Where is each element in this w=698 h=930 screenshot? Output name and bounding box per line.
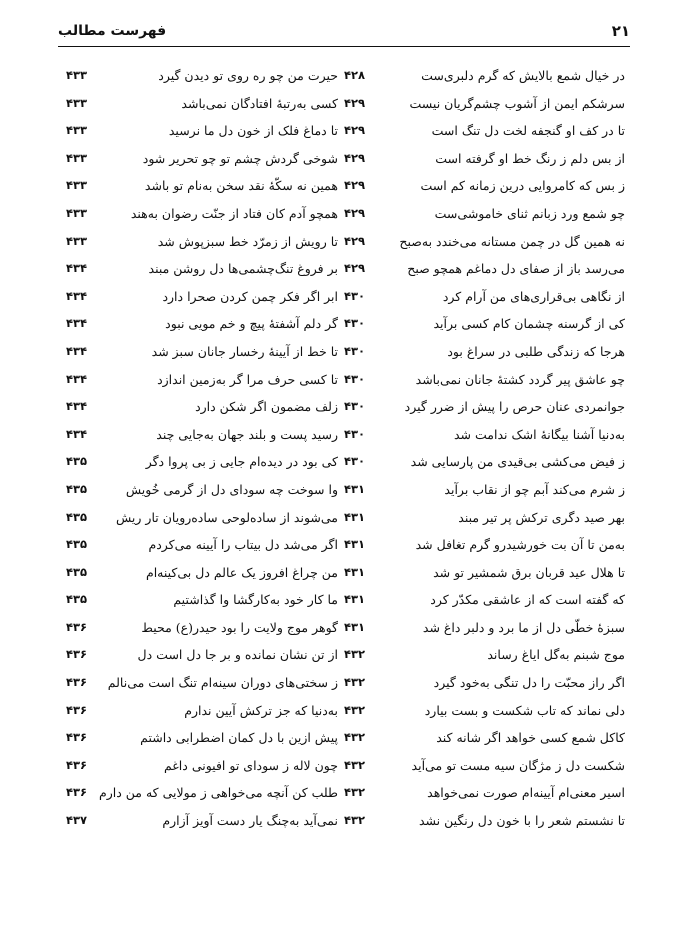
toc-entry-page: ۴۲۹ <box>344 95 366 110</box>
toc-entry-title: وا سوخت چه سودای دل از گرمی خُویش <box>125 481 338 497</box>
toc-entry-page: ۴۳۶ <box>66 675 88 690</box>
toc-entry-title: به‌من تا آن بت خورشیدرو گرم تغافل شد <box>415 537 625 553</box>
toc-row <box>0 283 698 311</box>
toc-entry-title: بهر صید دگری ترکش پر تیر مبند <box>458 509 625 525</box>
toc-row <box>0 393 698 421</box>
toc-entry-page: ۴۳۰ <box>344 343 366 358</box>
toc-entry-page: ۴۳۰ <box>344 371 366 386</box>
toc-entry-page: ۴۳۲ <box>344 785 366 800</box>
toc-entry-title: نمی‌آید به‌چنگ یار دست آویز آزارم <box>162 813 338 829</box>
toc-entry-title: اگر می‌شد دل بیتاب را آیینه می‌کردم <box>148 537 338 553</box>
toc-entry-title: از تن نشان نمانده و بر جا دل است دل <box>137 647 338 663</box>
toc-entry-page: ۴۳۳ <box>66 68 88 82</box>
toc-entry-title: موج شبنم به‌گل ایاغ رساند <box>487 647 625 663</box>
toc-entry-page: ۴۳۲ <box>344 813 366 828</box>
toc-entry-page: ۴۳۶ <box>66 619 88 634</box>
toc-entry-page: ۴۳۲ <box>344 647 366 662</box>
toc-entry-title: چو شمع ورد زبانم ثنای خاموشی‌ست <box>434 205 625 221</box>
toc-entry-title: اگر راز محبّت را دل تنگی به‌خود گیرد <box>433 675 625 691</box>
toc-entry-title: تا در کف او گنجفه لخت دل تنگ است <box>431 123 625 139</box>
toc-entry-title: تا خط از آیینهٔ رخسار جانان سبز شد <box>151 343 338 359</box>
toc-entry-title: در خیال شمع بالایش که گرم دلبری‌ست <box>421 68 625 83</box>
toc-entry-page: ۴۲۹ <box>344 123 366 138</box>
toc-entry-title: ما کار خود به‌کارگشا وا گذاشتیم <box>173 592 338 608</box>
toc-entry-title: من چراغ افروز یک عالم دل بی‌کینه‌ام <box>145 564 338 580</box>
toc-entry-page: ۴۳۴ <box>66 261 88 276</box>
toc-entry-title: جوانمردی عنان حرص را پیش از ضرر گیرد <box>404 399 625 415</box>
toc-entry-page: ۴۲۹ <box>344 233 366 248</box>
toc-entry-title: تا هلال عید قربان برق شمشیر تو شد <box>433 564 625 580</box>
toc-entry-title: کسی به‌رتبهٔ افتادگان نمی‌باشد <box>181 95 338 111</box>
toc-entry-title: سبزهٔ خطّی دل از ما برد و دلبر داغ شد <box>422 619 625 635</box>
toc-entry-page: ۴۳۰ <box>344 426 366 441</box>
toc-row <box>0 779 698 807</box>
toc-entry-page: ۴۳۵ <box>66 509 88 524</box>
toc-entry-title: ابر اگر فکر چمن کردن صحرا دارد <box>162 288 338 304</box>
toc-entry-title: شوخی گردش چشم تو چو تحریر شود <box>142 150 338 166</box>
toc-row <box>0 62 698 90</box>
toc-entry-title: ز فیض می‌کشی بی‌قیدی من پارسایی شد <box>410 454 625 470</box>
toc-entry-title: گوهر موج ولایت را بود حیدر(ع) محیط <box>141 619 338 635</box>
toc-row <box>0 697 698 725</box>
toc-entry-title: می‌شوند از ساده‌لوحی ساده‌رویان تار ریش <box>116 509 338 525</box>
toc-entry-page: ۴۳۲ <box>344 757 366 772</box>
toc-entry-title: حیرت من چو ره روی تو دیدن گیرد <box>158 68 338 83</box>
toc-entry-title: چو عاشق پیر گردد کشتهٔ جانان نمی‌باشد <box>415 371 625 387</box>
page-header <box>58 20 630 46</box>
toc-entry-page: ۴۳۱ <box>344 619 366 634</box>
toc-entry-title: طلب کن آنچه می‌خواهی ز مولایی که من دارم <box>98 785 338 801</box>
toc-entry-page: ۴۳۰ <box>344 399 366 414</box>
toc-entry-title: سرشکم ایمن از آشوب چشم‌گریان نیست <box>409 95 625 111</box>
toc-row <box>0 310 698 338</box>
toc-row <box>0 228 698 256</box>
toc-entry-page: ۴۳۳ <box>66 233 88 248</box>
toc-entry-title: ز شرم می‌کند آبم چو از نقاب برآید <box>444 481 625 497</box>
toc-entry-page: ۴۳۱ <box>344 592 366 607</box>
toc-entry-title: گر دلم آشفتهٔ پیچ و خم مویی نبود <box>165 316 338 332</box>
toc-entry-page: ۴۳۵ <box>66 454 88 469</box>
toc-row <box>0 448 698 476</box>
toc-entry-page: ۴۳۴ <box>66 316 88 331</box>
toc-entry-page: ۴۳۶ <box>66 785 88 800</box>
toc-row <box>0 117 698 145</box>
toc-row <box>0 724 698 752</box>
toc-entry-page: ۴۳۶ <box>66 730 88 745</box>
toc-entry-page: ۴۳۶ <box>66 647 88 662</box>
toc-row <box>0 90 698 118</box>
toc-entry-title: کی بود در دیده‌ام جایی ز بی پروا دگر <box>145 454 338 470</box>
toc-entry-page: ۴۳۶ <box>66 702 88 717</box>
toc-entry-page: ۴۳۲ <box>344 730 366 745</box>
toc-entry-page: ۴۳۳ <box>66 205 88 220</box>
toc-entry-title: اسیر معنی‌ام آیینه‌ام صورت نمی‌خواهد <box>427 785 625 801</box>
toc-entry-title: نه همین گل در چمن مستانه می‌خندد به‌صبح <box>399 233 625 249</box>
page-number: ۲۱ <box>611 22 630 40</box>
toc-entry-page: ۴۳۱ <box>344 481 366 496</box>
toc-entry-page: ۴۳۱ <box>344 537 366 552</box>
toc-row <box>0 614 698 642</box>
toc-entry-page: ۴۳۱ <box>344 564 366 579</box>
toc-entry-page: ۴۳۱ <box>344 509 366 524</box>
toc-entry-page: ۴۳۶ <box>66 757 88 772</box>
toc-row <box>0 145 698 173</box>
toc-entry-page: ۴۳۵ <box>66 537 88 552</box>
toc-entry-page: ۴۳۳ <box>66 150 88 165</box>
toc-entry-page: ۴۳۴ <box>66 399 88 414</box>
toc-entry-title: زلف مضمون اگر شکن دارد <box>195 399 338 415</box>
toc-entry-title: کاکل شمع کسی خواهد اگر شانه کند <box>436 730 625 746</box>
toc-row <box>0 255 698 283</box>
toc-row <box>0 338 698 366</box>
toc-entry-page: ۴۳۲ <box>344 702 366 717</box>
header-rule <box>58 46 630 47</box>
toc-entry-title: که گفته است که از عاشقی مکدّر کرد <box>430 592 625 608</box>
toc-row <box>0 476 698 504</box>
toc-entry-title: بر فروغ تنگ‌چشمی‌ها دل روشن مبند <box>148 261 338 277</box>
toc-row <box>0 421 698 449</box>
toc-row <box>0 669 698 697</box>
toc-entry-page: ۴۲۸ <box>344 68 366 82</box>
toc-entry-page: ۴۳۴ <box>66 343 88 358</box>
toc-entry-title: رسید پست و بلند جهان به‌جایی چند <box>156 426 338 442</box>
toc-entry-title: همچو آدم کان فتاد از جنّت رضوان به‌هند <box>130 205 338 221</box>
toc-row <box>0 641 698 669</box>
toc-row <box>0 200 698 228</box>
toc-entry-title: کی از گرسنه چشمان کام کسی برآید <box>433 316 625 332</box>
toc-entry-title: چون لاله ز سودای تو افیونی داغم <box>163 757 338 773</box>
toc-entry-title: تا رویش از زمرّد خط سبزپوش شد <box>157 233 338 249</box>
toc-entry-page: ۴۳۳ <box>66 95 88 110</box>
toc-entry-page: ۴۳۵ <box>66 564 88 579</box>
toc-entry-page: ۴۳۰ <box>344 288 366 303</box>
toc-entry-title: ز بس که کامروایی درین زمانه کم است <box>420 178 625 194</box>
toc-entry-title: می‌رسد باز از صفای دل دماغم همچو صبح <box>407 261 625 277</box>
toc-row <box>0 586 698 614</box>
toc-entry-title: همین نه سکّهٔ نقد سخن به‌نام تو باشد <box>144 178 338 194</box>
toc-entry-page: ۴۳۲ <box>344 675 366 690</box>
toc-entry-title: تا دماغ فلک از خون دل ما نرسید <box>168 123 338 139</box>
toc-entry-page: ۴۲۹ <box>344 178 366 193</box>
toc-entry-page: ۴۲۹ <box>344 205 366 220</box>
toc-entry-title: ز سختی‌های دوران سینه‌ام تنگ است می‌نالم <box>107 675 338 691</box>
toc-entry-title: شکست دل ز مژگان سیه مست تو می‌آید <box>411 757 625 773</box>
toc-row <box>0 807 698 835</box>
toc-entry-title: تا کسی حرف مرا گر به‌زمین اندازد <box>157 371 338 387</box>
toc-row <box>0 366 698 394</box>
toc-entry-title: به‌دنیا که جز ترکش آیین ندارم <box>184 702 338 718</box>
toc-entry-page: ۴۳۵ <box>66 592 88 607</box>
toc-entry-title: از نگاهی بی‌قراری‌های من آرام کرد <box>442 288 625 304</box>
toc-entry-page: ۴۲۹ <box>344 150 366 165</box>
toc-entry-title: تا نشستم شعر را با خون دل رنگین نشد <box>418 813 625 829</box>
toc-entry-page: ۴۳۴ <box>66 426 88 441</box>
toc-row <box>0 172 698 200</box>
toc-entry-page: ۴۳۵ <box>66 481 88 496</box>
toc-entry-page: ۴۳۰ <box>344 316 366 331</box>
toc-entry-title: هرجا که زندگی طلبی در سراغ بود <box>447 343 625 359</box>
toc-entry-title: به‌دنیا آشنا بیگانهٔ اشک ندامت شد <box>454 426 625 442</box>
toc-entry-page: ۴۳۴ <box>66 371 88 386</box>
toc-row <box>0 559 698 587</box>
toc-row <box>0 752 698 780</box>
toc-row <box>0 531 698 559</box>
toc-entry-page: ۴۳۴ <box>66 288 88 303</box>
toc-row <box>0 504 698 532</box>
toc-entry-title: از بس دلم ز رنگ خط او گرفته است <box>435 150 625 166</box>
toc-entry-page: ۴۳۳ <box>66 178 88 193</box>
toc-entries <box>0 62 698 835</box>
toc-entry-title: پیش ازین با دل کمان اضطرابی داشتم <box>140 730 338 746</box>
toc-entry-page: ۴۳۷ <box>66 813 88 828</box>
section-title: فهرست مطالب <box>58 23 167 39</box>
toc-entry-page: ۴۲۹ <box>344 261 366 276</box>
toc-entry-page: ۴۳۰ <box>344 454 366 469</box>
toc-entry-page: ۴۳۳ <box>66 123 88 138</box>
toc-entry-title: دلی نماند که تاب شکست و بست بیارد <box>424 702 625 718</box>
